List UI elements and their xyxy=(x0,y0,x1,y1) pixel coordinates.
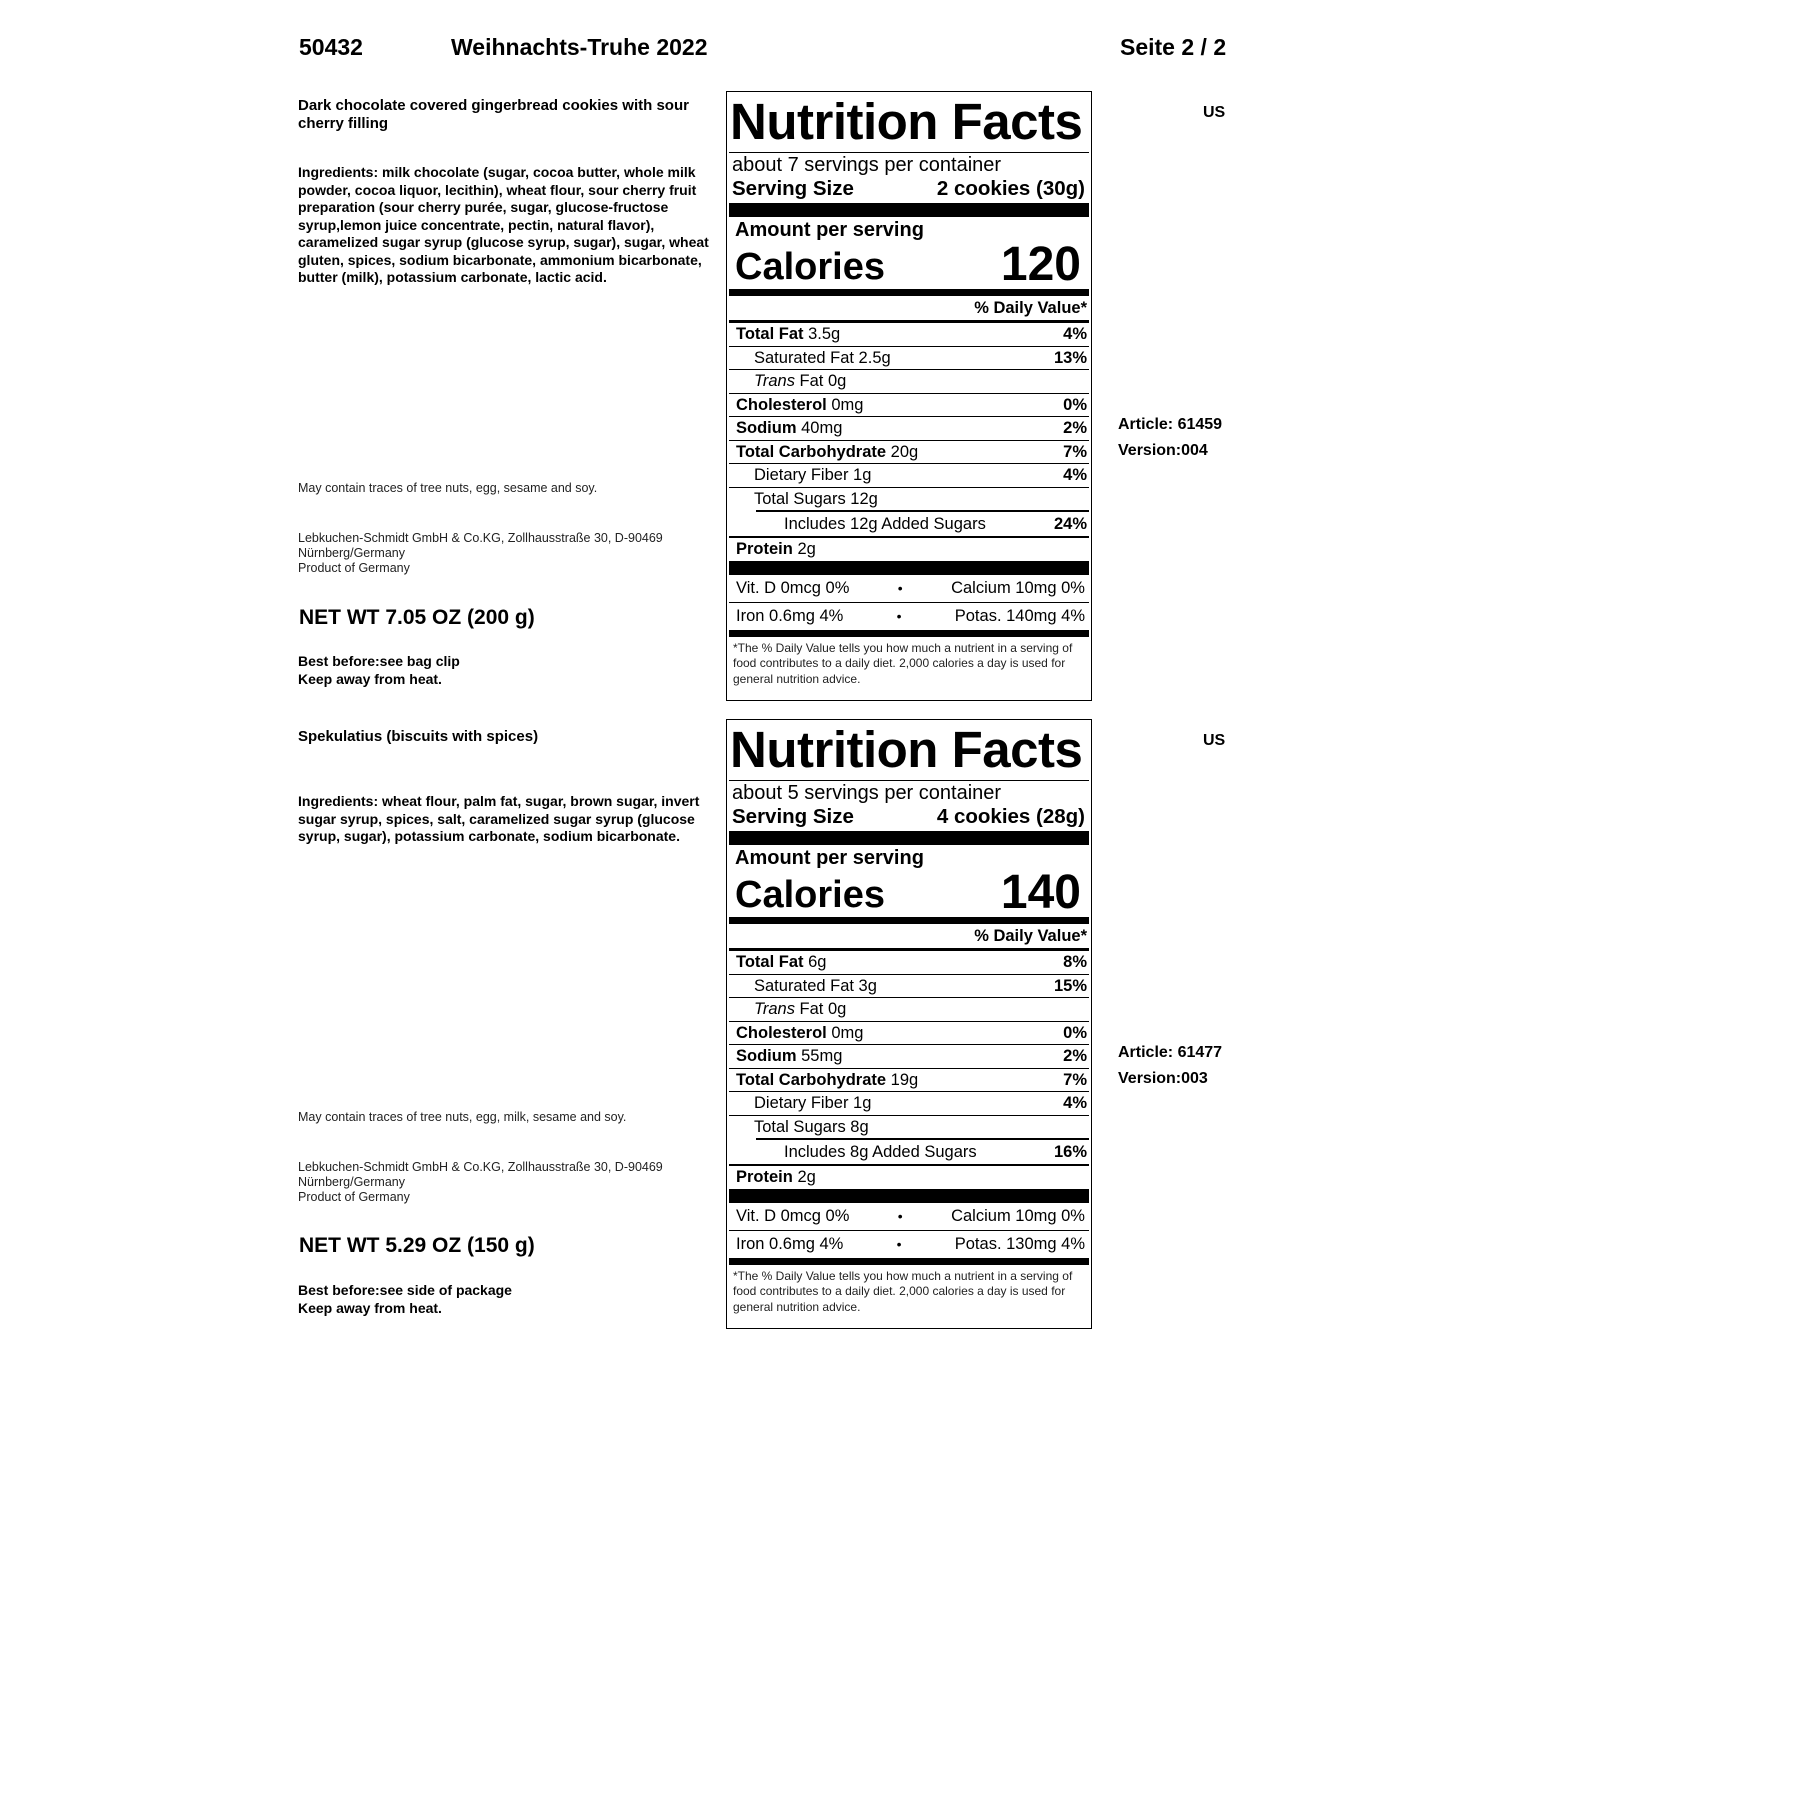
serving-size-value: 2 cookies (30g) xyxy=(936,177,1085,200)
vitamin-d: Vit. D 0mcg 0% xyxy=(736,1206,850,1225)
nutrient-dv: 0% xyxy=(1063,395,1087,414)
net-weight: NET WT 7.05 OZ (200 g) xyxy=(299,606,535,629)
nutrient-label: Saturated Fat 3g xyxy=(754,976,877,995)
vitamin-d: Vit. D 0mcg 0% xyxy=(736,578,850,597)
nutrient-dv: 4% xyxy=(1063,466,1087,484)
nutrient-label: Dietary Fiber 1g xyxy=(754,466,872,484)
nutrient-label: Fat 0g xyxy=(799,1000,847,1018)
version-number: Version:003 xyxy=(1118,1070,1208,1087)
bullet-icon: • xyxy=(897,579,903,596)
nutrient-dv: 0% xyxy=(1063,1023,1087,1042)
best-before: Best before:see bag clip xyxy=(298,653,460,669)
article-number: Article: 61477 xyxy=(1118,1044,1223,1061)
nutrient-label: Sodium xyxy=(736,419,797,437)
nutrient-row-sodium xyxy=(729,1044,1089,1068)
nutrient-dv: 7% xyxy=(1063,442,1087,461)
nutrient-label: Total Sugars 8g xyxy=(754,1117,869,1136)
article-number: Article: 61459 xyxy=(1118,416,1223,433)
nutrient-label: Fat 0g xyxy=(799,372,847,390)
daily-value-footnote: *The % Daily Value tells you how much a nutrient in a serving of food contributes to a daily diet. 2,000 calories a day is used for general nutrition advice. xyxy=(733,640,1073,686)
manufacturer-line: Lebkuchen-Schmidt GmbH & Co.KG, Zollhausstraße 30, D-90469 xyxy=(298,531,663,545)
potassium: Potas. 130mg 4% xyxy=(954,1234,1085,1253)
daily-value-header: % Daily Value* xyxy=(974,299,1087,317)
product-name: Spekulatius (biscuits with spices) xyxy=(298,728,539,745)
document-number: 50432 xyxy=(299,34,363,60)
nutrient-amount: 0mg xyxy=(831,395,864,414)
nutrient-label: Cholesterol xyxy=(736,1023,827,1042)
nutrient-dv: 24% xyxy=(1053,515,1087,533)
nutrient-row-added-sugars xyxy=(729,512,1089,536)
nutrient-dv: 4% xyxy=(1063,325,1087,343)
nutrient-row-trans-fat xyxy=(729,997,1089,1021)
nutrient-amount: 0mg xyxy=(831,1023,864,1042)
calories-label: Calories xyxy=(735,874,885,916)
nutrient-row-cholesterol xyxy=(729,393,1089,417)
calories-row xyxy=(729,238,1089,291)
calories-row xyxy=(729,866,1089,919)
nutrient-amount: 19g xyxy=(890,1070,919,1089)
manufacturer-line: Product of Germany xyxy=(298,561,410,575)
nutrient-row-sodium xyxy=(729,416,1089,440)
article-info xyxy=(1118,1040,1222,1092)
storage-note: Keep away from heat. xyxy=(298,670,442,687)
nutrition-facts-panel xyxy=(726,719,1092,1329)
calories-value: 140 xyxy=(1000,866,1081,919)
ingredients-text: Ingredients: milk chocolate (sugar, cocoa butter, whole milk powder, cocoa liquor, lecithin), wheat flour, sour cherry fruit preparation (sour cherry purée, sugar, glucose-fructose syrup,lemon juice concentrate, pectin, natural flavor), caramelized sugar syrup (glucose syrup, sugar), sugar, wheat gluten, spices, sodium bicarbonate, ammonium bicarbonate, butter (milk), potassium carbonate, lactic acid. xyxy=(298,164,709,285)
amount-per-serving: Amount per serving xyxy=(735,219,924,241)
region-label: US xyxy=(1203,732,1226,749)
nutrient-label: Sodium xyxy=(736,1047,797,1065)
product-name: Dark chocolate covered gingerbread cookies with sour cherry filling xyxy=(298,97,689,132)
nutrient-label: Cholesterol xyxy=(736,395,827,414)
nutrient-row-dietary-fiber xyxy=(729,463,1089,487)
nutrient-label: Includes 12g Added Sugars xyxy=(784,515,986,533)
nutrient-dv: 15% xyxy=(1053,976,1087,995)
document-title: Weihnachts-Truhe 2022 xyxy=(451,34,708,60)
bullet-icon: • xyxy=(896,1235,902,1252)
nutrient-label: Includes 8g Added Sugars xyxy=(784,1143,977,1161)
nutrient-row-total-sugars xyxy=(729,1115,1089,1139)
serving-size-row xyxy=(729,805,1089,829)
mineral-row-1 xyxy=(729,1203,1089,1230)
manufacturer-line: Nürnberg/Germany xyxy=(298,1175,405,1189)
serving-size-label: Serving Size xyxy=(732,805,854,828)
nutrient-label: Total Fat xyxy=(736,325,804,343)
calories-value: 120 xyxy=(1000,238,1081,291)
iron: Iron 0.6mg 4% xyxy=(736,1234,844,1253)
nutrition-facts-title: Nutrition Facts xyxy=(730,721,1083,778)
best-before: Best before:see side of package xyxy=(298,1282,512,1298)
nutrient-amount: 6g xyxy=(808,953,827,971)
amount-per-serving: Amount per serving xyxy=(735,847,924,869)
nutrient-label: Total Carbohydrate xyxy=(736,442,887,461)
serving-size-label: Serving Size xyxy=(732,177,854,200)
nutrient-row-protein xyxy=(729,1164,1089,1189)
calories-label: Calories xyxy=(735,246,885,288)
manufacturer-line: Product of Germany xyxy=(298,1190,410,1204)
manufacturer-line: Nürnberg/Germany xyxy=(298,546,405,560)
nutrient-dv: 16% xyxy=(1053,1143,1087,1161)
version-number: Version:004 xyxy=(1118,442,1208,459)
ingredients-text: Ingredients: wheat flour, palm fat, sugar, brown sugar, invert sugar syrup, spices, salt, caramelized sugar syrup (glucose syrup, sugar), potassium carbonate, sodium bicarbonate. xyxy=(298,793,700,844)
nutrient-row-dietary-fiber xyxy=(729,1091,1089,1115)
nutrient-dv: 4% xyxy=(1063,1094,1087,1112)
nutrition-facts-title: Nutrition Facts xyxy=(730,93,1083,150)
nutrient-row-trans-fat xyxy=(729,369,1089,393)
nutrient-row-saturated-fat xyxy=(729,974,1089,998)
daily-value-header: % Daily Value* xyxy=(974,927,1087,945)
nutrient-amount: 40mg xyxy=(801,419,843,437)
nutrient-row-protein xyxy=(729,536,1089,561)
nutrient-amount: 20g xyxy=(890,442,919,461)
servings-per-container: about 5 servings per container xyxy=(732,782,1002,804)
calcium: Calcium 10mg 0% xyxy=(951,1206,1085,1225)
nutrient-label: Total Carbohydrate xyxy=(736,1070,887,1089)
mineral-row-2 xyxy=(729,1231,1089,1258)
nutrient-label: Saturated Fat 2.5g xyxy=(754,348,891,367)
calcium: Calcium 10mg 0% xyxy=(951,578,1085,597)
nutrient-amount: 55mg xyxy=(801,1047,843,1065)
nutrient-row-total-fat xyxy=(729,948,1089,974)
bullet-icon: • xyxy=(896,607,902,624)
nutrient-amount: 3.5g xyxy=(808,325,841,343)
nutrient-dv: 7% xyxy=(1063,1070,1087,1089)
nutrient-label: Total Fat xyxy=(736,953,804,971)
net-weight: NET WT 5.29 OZ (150 g) xyxy=(299,1234,535,1257)
nutrient-dv: 2% xyxy=(1063,1047,1087,1065)
page-indicator: Seite 2 / 2 xyxy=(1120,34,1227,60)
nutrient-label: Dietary Fiber 1g xyxy=(754,1094,872,1112)
mineral-row-2 xyxy=(729,603,1089,630)
nutrient-row-total-carbohydrate xyxy=(729,440,1089,464)
nutrient-label: Total Sugars 12g xyxy=(754,489,878,508)
potassium: Potas. 140mg 4% xyxy=(954,606,1085,625)
storage-note: Keep away from heat. xyxy=(298,1299,442,1316)
manufacturer-info xyxy=(298,1160,718,1205)
manufacturer-info xyxy=(298,531,718,576)
nutrient-dv: 2% xyxy=(1063,419,1087,437)
nutrient-row-added-sugars xyxy=(729,1140,1089,1164)
article-info xyxy=(1118,412,1222,464)
nutrient-row-total-sugars xyxy=(729,487,1089,511)
nutrient-label: Protein xyxy=(736,540,793,558)
nutrient-label-italic: Trans xyxy=(754,1000,795,1018)
mineral-row-1 xyxy=(729,575,1089,602)
nutrient-label: Protein xyxy=(736,1168,793,1186)
serving-size-value: 4 cookies (28g) xyxy=(936,805,1085,828)
region-label: US xyxy=(1203,104,1226,121)
bullet-icon: • xyxy=(897,1207,903,1224)
daily-value-footnote: *The % Daily Value tells you how much a nutrient in a serving of food contributes to a daily diet. 2,000 calories a day is used for general nutrition advice. xyxy=(733,1268,1073,1314)
allergen-notice: May contain traces of tree nuts, egg, milk, sesame and soy. xyxy=(298,1110,627,1124)
serving-size-row xyxy=(729,177,1089,201)
servings-per-container: about 7 servings per container xyxy=(732,154,1002,176)
nutrient-dv: 13% xyxy=(1053,348,1087,367)
allergen-notice: May contain traces of tree nuts, egg, sesame and soy. xyxy=(298,481,598,495)
best-before-info xyxy=(298,1282,512,1317)
nutrient-row-total-carbohydrate xyxy=(729,1068,1089,1092)
nutrient-dv: 8% xyxy=(1063,953,1087,971)
nutrient-row-cholesterol xyxy=(729,1021,1089,1045)
nutrient-amount: 2g xyxy=(797,540,816,558)
nutrient-amount: 2g xyxy=(797,1168,816,1186)
nutrition-facts-panel xyxy=(726,91,1092,701)
nutrient-label-italic: Trans xyxy=(754,372,795,390)
best-before-info xyxy=(298,653,460,688)
nutrient-row-saturated-fat xyxy=(729,346,1089,370)
nutrient-row-total-fat xyxy=(729,320,1089,346)
iron: Iron 0.6mg 4% xyxy=(736,606,844,625)
manufacturer-line: Lebkuchen-Schmidt GmbH & Co.KG, Zollhausstraße 30, D-90469 xyxy=(298,1160,663,1174)
